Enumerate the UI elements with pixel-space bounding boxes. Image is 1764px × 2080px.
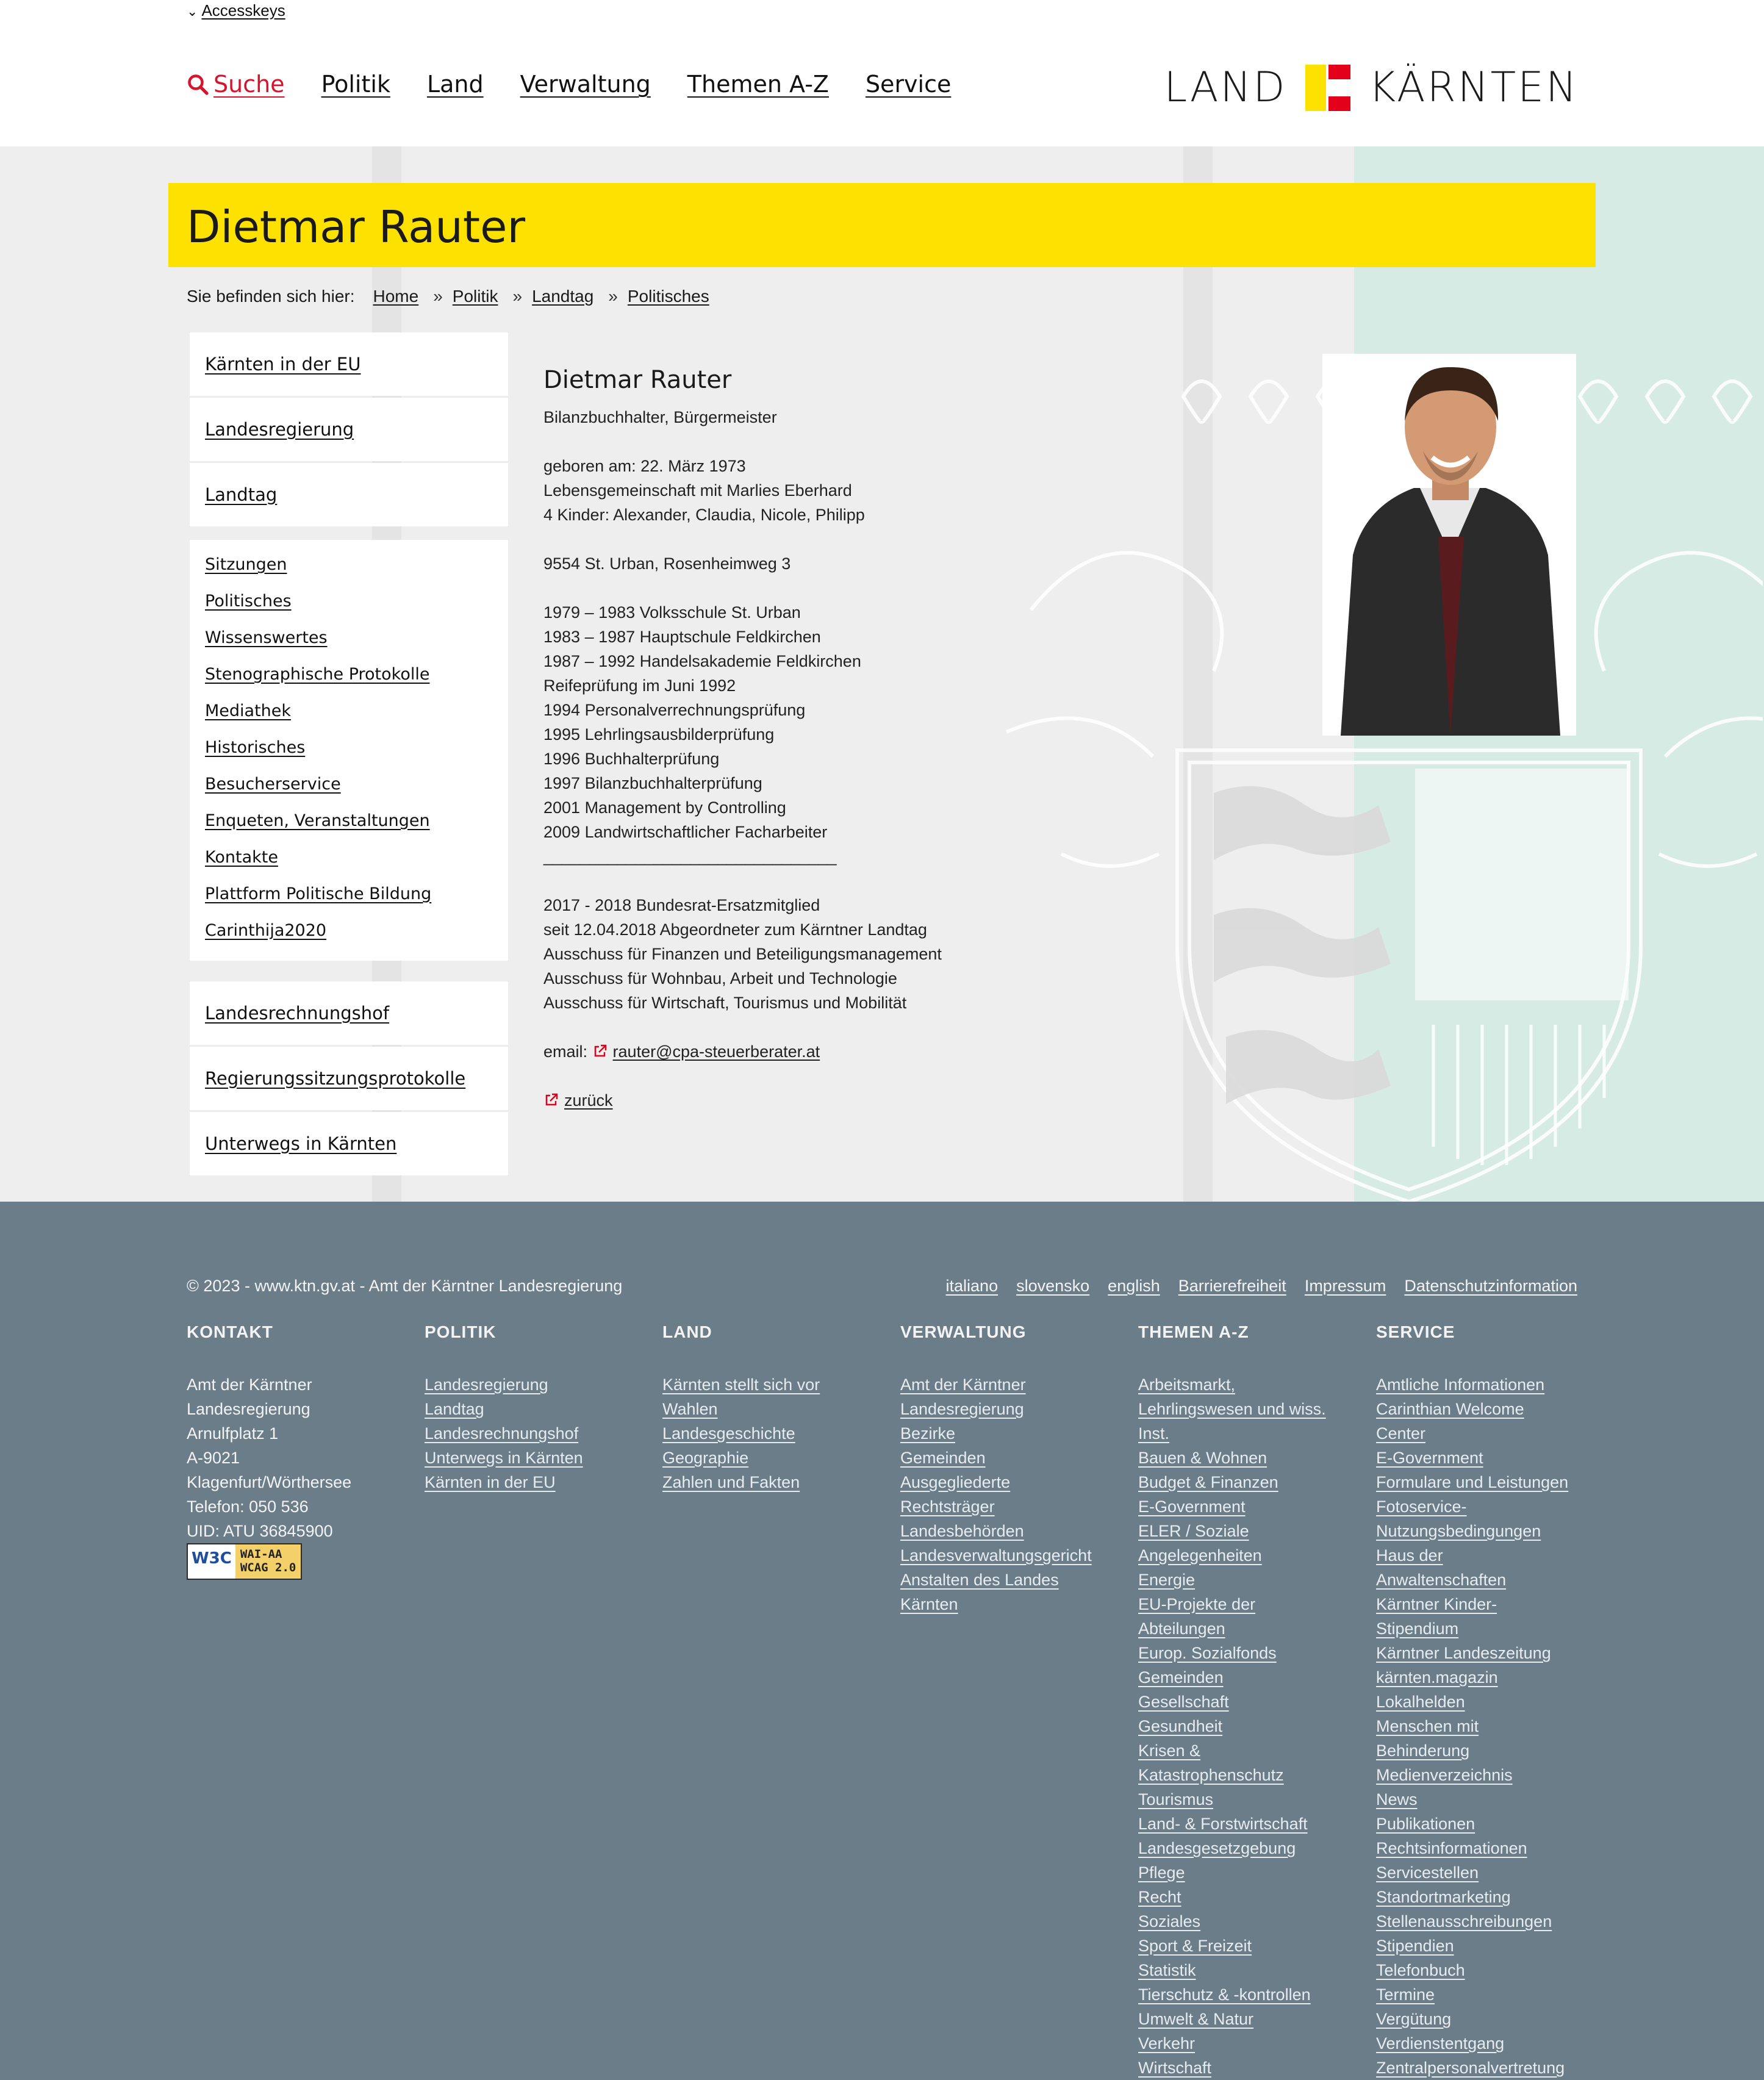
footer-links: [946, 1277, 1577, 1296]
page-title: Dietmar Rauter: [187, 201, 526, 253]
chevron-right-icon: »: [608, 287, 618, 306]
sidebar-subitem-enqueten[interactable]: Enqueten, Veranstaltungen: [205, 811, 430, 830]
person-address: 9554 St. Urban, Rosenheimweg 3: [543, 554, 791, 573]
footer-link[interactable]: News: [1376, 1790, 1418, 1809]
footer-link-slovensko[interactable]: slovensko: [1016, 1277, 1090, 1295]
nav-search[interactable]: [187, 71, 285, 98]
logo-text-kaernten: KÄRNTEN: [1368, 63, 1579, 112]
email-label: email:: [543, 1042, 588, 1061]
footer-link[interactable]: EU-Projekte der: [1138, 1595, 1256, 1613]
land-kaernten-logo[interactable]: [1164, 63, 1579, 112]
nav-politik[interactable]: Politik: [321, 71, 390, 98]
footer-heading: THEMEN A-Z: [1138, 1322, 1249, 1341]
footer-link[interactable]: Carinthian Welcome: [1376, 1400, 1524, 1418]
footer-link[interactable]: ELER / Soziale: [1138, 1522, 1249, 1540]
sidebar-subitem-plattform-politische-bildung[interactable]: Plattform Politische Bildung: [205, 884, 432, 903]
personal-line: Lebensgemeinschaft mit Marlies Eberhard: [543, 481, 852, 500]
main-navigation: [187, 71, 951, 98]
footer-col-verwaltung: [900, 1322, 1120, 1616]
education-line: 2009 Landwirtschaftlicher Facharbeiter: [543, 823, 828, 841]
footer-link[interactable]: Ausgegliederte: [900, 1473, 1011, 1491]
search-icon: [187, 73, 209, 95]
footer-link[interactable]: Gesellschaft: [1138, 1693, 1229, 1711]
footer-col-themen: [1138, 1322, 1358, 2080]
personal-line: 4 Kinder: Alexander, Claudia, Nicole, Philipp: [543, 506, 865, 524]
footer-link[interactable]: Geographie: [662, 1449, 749, 1467]
footer-link-datenschutz[interactable]: Datenschutzinformation: [1404, 1277, 1577, 1295]
footer-heading: VERWALTUNG: [900, 1322, 1027, 1341]
sidebar-item-unterwegs-in-kaernten[interactable]: Unterwegs in Kärnten: [190, 1112, 508, 1175]
nav-verwaltung[interactable]: Verwaltung: [520, 71, 651, 98]
footer-link-italiano[interactable]: italiano: [945, 1277, 999, 1295]
footer-heading: KONTAKT: [187, 1322, 273, 1341]
footer-link[interactable]: Behinderung: [1376, 1741, 1470, 1760]
footer-link[interactable]: Landesgeschichte: [662, 1424, 795, 1443]
footer-link[interactable]: Kärnten in der EU: [425, 1473, 556, 1491]
footer-link[interactable]: Gesundheit: [1138, 1717, 1223, 1735]
sidebar-subitem-sitzungen[interactable]: Sitzungen: [205, 555, 287, 574]
footer-link[interactable]: Zentralpersonalvertretung: [1376, 2059, 1565, 2077]
footer-link[interactable]: Tierschutz & -kontrollen: [1138, 1985, 1311, 2004]
chevron-right-icon: »: [512, 287, 523, 306]
external-link-icon: [592, 1044, 608, 1058]
education-line: 1995 Lehrlingsausbilderprüfung: [543, 725, 775, 744]
logo-text-land: LAND: [1164, 63, 1287, 112]
footer-link[interactable]: Europ. Sozialfonds: [1138, 1644, 1277, 1662]
nav-service[interactable]: Service: [865, 71, 952, 98]
sidebar-subitem-politisches[interactable]: Politisches: [205, 592, 292, 611]
education-line: Reifeprüfung im Juni 1992: [543, 676, 736, 695]
footer-link[interactable]: Verkehr: [1138, 2034, 1196, 2053]
footer-col-kontakt: KONTAKT Amt der Kärntner Landesregierung Arnulfplatz 1 A-9021 Klagenfurt/Wörthersee Telefon: 050 536 UID: ATU 36845900 W3C WAI-AA WCAG 2.0: [187, 1322, 406, 1580]
footer-link[interactable]: Landesbehörden: [900, 1522, 1024, 1540]
chevron-right-icon: »: [433, 287, 443, 306]
footer-link[interactable]: Kärnten stellt sich vor: [662, 1375, 820, 1394]
footer-link[interactable]: Landesverwaltungsgericht: [900, 1546, 1092, 1565]
footer-link[interactable]: Standortmarketing: [1376, 1888, 1511, 1906]
footer-link[interactable]: Vergütung: [1376, 2010, 1452, 2028]
footer-link[interactable]: Stipendien: [1376, 1937, 1454, 1955]
footer-link[interactable]: Telefonbuch: [1376, 1961, 1465, 1979]
footer-link[interactable]: Anstalten des Landes: [900, 1571, 1059, 1589]
footer-link[interactable]: Medienverzeichnis: [1376, 1766, 1513, 1784]
career-line: Ausschuss für Wohnbau, Arbeit und Technologie: [543, 969, 897, 988]
career-line: 2017 - 2018 Bundesrat-Ersatzmitglied: [543, 896, 820, 914]
footer-heading: LAND: [662, 1322, 712, 1341]
career-line: Ausschuss für Wirtschaft, Tourismus und Mobilität: [543, 994, 907, 1012]
footer-link[interactable]: Formulare und Leistungen: [1376, 1473, 1569, 1491]
sidebar-item-regierungssitzungsprotokolle[interactable]: Regierungssitzungsprotokolle: [190, 1047, 508, 1110]
sidebar-item-landesregierung[interactable]: Landesregierung: [190, 398, 508, 461]
breadcrumb-landtag[interactable]: Landtag: [532, 287, 594, 306]
footer-link[interactable]: Energie: [1138, 1571, 1196, 1589]
footer-link-barrierefreiheit[interactable]: Barrierefreiheit: [1178, 1277, 1286, 1295]
footer-link[interactable]: Haus der: [1376, 1546, 1443, 1565]
footer-link[interactable]: Abteilungen: [1138, 1619, 1225, 1638]
footer-link[interactable]: Bauen & Wohnen: [1138, 1449, 1267, 1467]
sidebar-item-kaernten-in-der-eu[interactable]: Kärnten in der EU: [190, 332, 508, 396]
sidebar-item-landtag[interactable]: Landtag: [190, 463, 508, 526]
chevron-down-icon: ⌄: [187, 4, 198, 19]
sidebar-subitem-mediathek[interactable]: Mediathek: [205, 701, 292, 720]
education-line: 1997 Bilanzbuchhalterprüfung: [543, 774, 762, 792]
footer-link[interactable]: Amtliche Informationen: [1376, 1375, 1545, 1394]
page-title-bar: [168, 183, 1596, 267]
footer-link[interactable]: Tourismus: [1138, 1790, 1214, 1809]
breadcrumb-home[interactable]: Home: [373, 287, 419, 306]
footer-link[interactable]: Krisen &: [1138, 1741, 1201, 1760]
divider-line: ________________________________: [543, 847, 837, 866]
wcag-badge[interactable]: [187, 1543, 302, 1580]
sidebar-subitem-carinthija2020[interactable]: Carinthija2020: [205, 921, 327, 940]
footer-link[interactable]: Kärntner Landeszeitung: [1376, 1644, 1551, 1662]
copyright: © 2023 - www.ktn.gv.at - Amt der Kärntner Landesregierung: [187, 1277, 623, 1295]
education-line: 1979 – 1983 Volksschule St. Urban: [543, 603, 801, 622]
footer-link[interactable]: Menschen mit: [1376, 1717, 1479, 1735]
footer-link[interactable]: Wahlen: [662, 1400, 718, 1418]
footer-link[interactable]: Gemeinden: [1138, 1668, 1224, 1687]
footer-link[interactable]: Zahlen und Fakten: [662, 1473, 800, 1491]
sidebar-sublist-landtag: [190, 540, 508, 961]
footer-link[interactable]: Lehrlingswesen und wiss.: [1138, 1400, 1326, 1418]
footer-link[interactable]: E-Government: [1138, 1497, 1246, 1516]
person-details: [543, 366, 1007, 1113]
footer-link[interactable]: Pflege: [1138, 1863, 1185, 1882]
footer-link[interactable]: Verdienstentgang: [1376, 2034, 1505, 2053]
education-line: 1996 Buchhalterprüfung: [543, 750, 720, 768]
person-name: Dietmar Rauter: [543, 366, 732, 394]
sidebar-subitem-besucherservice[interactable]: Besucherservice: [205, 775, 341, 794]
email-row: [543, 1039, 1007, 1064]
footer-link[interactable]: kärnten.magazin: [1376, 1668, 1498, 1687]
footer-link[interactable]: Rechtsträger: [900, 1497, 995, 1516]
footer: [0, 1202, 1764, 2080]
footer-link[interactable]: Termine: [1376, 1985, 1435, 2004]
footer-col-land: [662, 1322, 882, 1494]
footer-link[interactable]: Lokalhelden: [1376, 1693, 1465, 1711]
back-link[interactable]: zurück: [543, 1088, 1007, 1113]
footer-link[interactable]: Landesregierung: [425, 1375, 548, 1394]
footer-heading: SERVICE: [1376, 1322, 1455, 1341]
breadcrumb: [187, 287, 709, 306]
footer-link[interactable]: Center: [1376, 1424, 1426, 1443]
footer-link[interactable]: Stellenausschreibungen: [1376, 1912, 1552, 1931]
sidebar-subitem-historisches[interactable]: Historisches: [205, 738, 306, 757]
education-line: 1987 – 1992 Handelsakademie Feldkirchen: [543, 652, 861, 670]
breadcrumb-label: Sie befinden sich hier:: [187, 287, 355, 306]
w3c-logo: W3C: [188, 1544, 235, 1579]
nav-search-label: Suche: [213, 71, 285, 98]
portrait-photo: [1322, 354, 1576, 736]
accesskeys-toggle[interactable]: [187, 1, 285, 20]
footer-col-service: [1376, 1322, 1596, 2080]
footer-link[interactable]: Umwelt & Natur: [1138, 2010, 1254, 2028]
sidebar-subitem-kontakte[interactable]: Kontakte: [205, 848, 278, 867]
footer-link[interactable]: Statistik: [1138, 1961, 1196, 1979]
footer-link[interactable]: Inst.: [1138, 1424, 1170, 1443]
career-line: seit 12.04.2018 Abgeordneter zum Kärntner Landtag: [543, 920, 927, 939]
external-link-icon: [543, 1092, 559, 1107]
footer-link[interactable]: Arbeitsmarkt,: [1138, 1375, 1236, 1394]
footer-link[interactable]: Budget & Finanzen: [1138, 1473, 1278, 1491]
sidebar: [190, 332, 508, 1177]
footer-link[interactable]: Fotoservice-: [1376, 1497, 1467, 1516]
footer-link[interactable]: Publikationen: [1376, 1815, 1475, 1833]
footer-link[interactable]: Nutzungsbedingungen: [1376, 1522, 1541, 1540]
footer-link[interactable]: Anwaltenschaften: [1376, 1571, 1507, 1589]
footer-link[interactable]: Recht: [1138, 1888, 1181, 1906]
wcag-label: WAI-AA WCAG 2.0: [235, 1544, 301, 1579]
footer-link[interactable]: E-Government: [1376, 1449, 1483, 1467]
footer-link[interactable]: Soziales: [1138, 1912, 1201, 1931]
education-line: 1994 Personalverrechnungsprüfung: [543, 701, 806, 719]
education-line: 2001 Management by Controlling: [543, 798, 786, 817]
sidebar-subitem-stenographische-protokolle[interactable]: Stenographische Protokolle: [205, 665, 430, 684]
person-profession: Bilanzbuchhalter, Bürgermeister: [543, 408, 777, 426]
personal-line: geboren am: 22. März 1973: [543, 457, 746, 475]
footer-link-impressum[interactable]: Impressum: [1304, 1277, 1386, 1295]
flag-icon: [1305, 65, 1350, 111]
footer-link[interactable]: Servicestellen: [1376, 1863, 1479, 1882]
education-line: 1983 – 1987 Hauptschule Feldkirchen: [543, 628, 821, 646]
footer-link[interactable]: Stipendium: [1376, 1619, 1459, 1638]
footer-link[interactable]: Landesgesetzgebung: [1138, 1839, 1296, 1857]
footer-link[interactable]: Sport & Freizeit: [1138, 1937, 1252, 1955]
footer-link[interactable]: Rechtsinformationen: [1376, 1839, 1527, 1857]
footer-link[interactable]: Kärntner Kinder-: [1376, 1595, 1497, 1613]
email-link[interactable]: rauter@cpa-steuerberater.at: [592, 1042, 820, 1061]
footer-link[interactable]: Katastrophenschutz: [1138, 1766, 1284, 1784]
breadcrumb-politik[interactable]: Politik: [452, 287, 498, 306]
sidebar-item-landesrechnungshof[interactable]: Landesrechnungshof: [190, 981, 508, 1045]
footer-link[interactable]: Unterwegs in Kärnten: [425, 1449, 583, 1467]
footer-link[interactable]: Landesrechnungshof: [425, 1424, 579, 1443]
footer-link[interactable]: Landtag: [425, 1400, 484, 1418]
footer-heading: POLITIK: [425, 1322, 497, 1341]
footer-link[interactable]: Angelegenheiten: [1138, 1546, 1262, 1565]
footer-link[interactable]: Kärnten: [900, 1595, 958, 1613]
footer-link[interactable]: Amt der Kärntner: [900, 1375, 1026, 1394]
footer-link-english[interactable]: english: [1108, 1277, 1160, 1295]
nav-land[interactable]: Land: [426, 71, 484, 98]
accesskeys-label: Accesskeys: [201, 1, 285, 20]
footer-link[interactable]: Landesregierung: [900, 1400, 1024, 1418]
footer-col-politik: [425, 1322, 644, 1494]
sidebar-subitem-wissenswertes[interactable]: Wissenswertes: [205, 628, 328, 647]
footer-link[interactable]: Bezirke: [900, 1424, 956, 1443]
career-line: Ausschuss für Finanzen und Beteiligungsmanagement: [543, 945, 942, 963]
breadcrumb-politisches[interactable]: Politisches: [627, 287, 709, 306]
footer-link[interactable]: Land- & Forstwirtschaft: [1138, 1815, 1308, 1833]
footer-link[interactable]: Wirtschaft: [1138, 2059, 1212, 2077]
footer-link[interactable]: Gemeinden: [900, 1449, 986, 1467]
nav-themen-a-z[interactable]: Themen A-Z: [687, 71, 829, 98]
portrait-image: [1322, 354, 1576, 736]
